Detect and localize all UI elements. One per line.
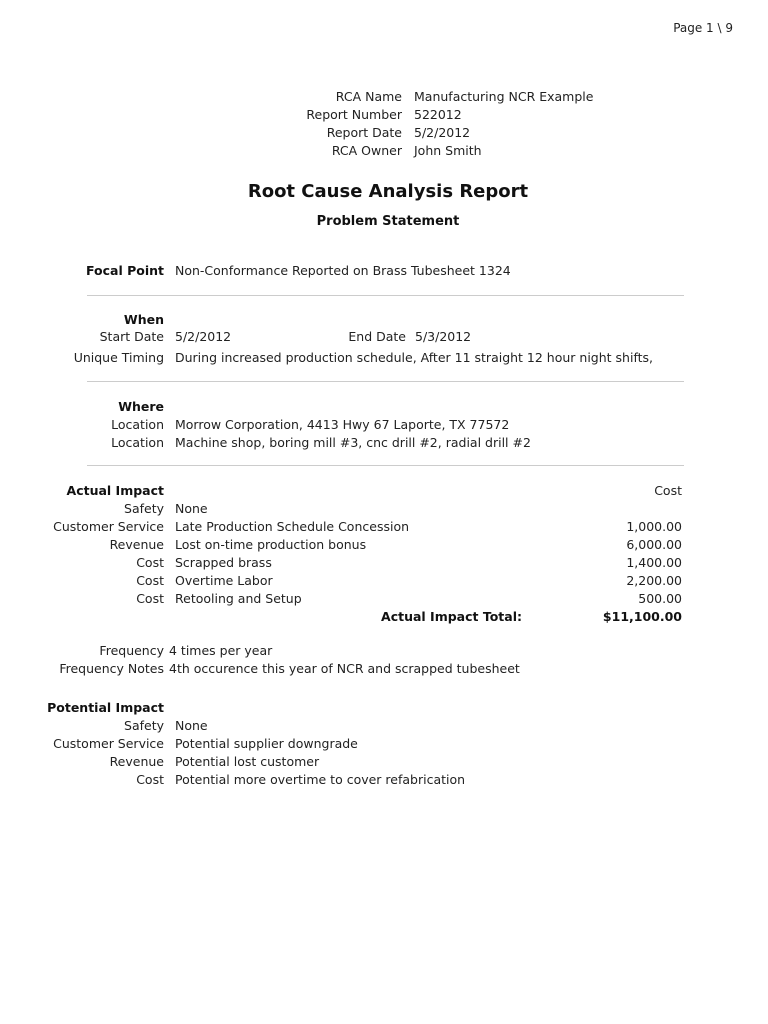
focal-point-value: Non-Conformance Reported on Brass Tubesheet 1324 bbox=[175, 263, 511, 278]
impact-category: Cost bbox=[136, 591, 164, 606]
frequency-notes-row bbox=[0, 660, 768, 678]
impact-description: Lost on-time production bonus bbox=[175, 537, 367, 552]
potential-impact-description: Potential lost customer bbox=[175, 754, 320, 769]
unique-timing-value: During increased production schedule, After 11 straight 12 hour night shifts, bbox=[175, 350, 654, 365]
unique-timing-label: Unique Timing bbox=[73, 350, 164, 365]
potential-impact-category: Cost bbox=[136, 772, 164, 787]
cost-column-header: Cost bbox=[654, 483, 682, 498]
location-value: Morrow Corporation, 4413 Hwy 67 Laporte, TX 77572 bbox=[175, 417, 510, 432]
impact-total-row bbox=[0, 608, 768, 626]
potential-impact-row bbox=[0, 717, 768, 735]
when-heading: When bbox=[123, 312, 164, 327]
potential-impact-heading-row bbox=[0, 699, 768, 717]
meta-row-report-date bbox=[0, 124, 768, 142]
divider bbox=[87, 381, 684, 382]
impact-description: Overtime Labor bbox=[175, 573, 273, 588]
impact-category: Safety bbox=[124, 501, 164, 516]
potential-impact-category: Safety bbox=[124, 718, 164, 733]
focal-point-row bbox=[0, 262, 768, 280]
impact-description: Late Production Schedule Concession bbox=[175, 519, 410, 534]
actual-impact-heading-row bbox=[0, 482, 768, 500]
meta-row-rca-name bbox=[0, 88, 768, 106]
section-title: Problem Statement bbox=[316, 214, 460, 229]
impact-cost: 500.00 bbox=[638, 591, 682, 606]
impact-total-label: Actual Impact Total: bbox=[381, 609, 522, 624]
meta-value: John Smith bbox=[414, 143, 482, 158]
impact-description: None bbox=[175, 501, 208, 516]
frequency-value: 4 times per year bbox=[169, 643, 273, 658]
meta-row-report-number bbox=[0, 106, 768, 124]
location-value: Machine shop, boring mill #3, cnc drill #2, radial drill #2 bbox=[175, 435, 531, 450]
impact-category: Customer Service bbox=[53, 519, 164, 534]
start-date-label: Start Date bbox=[99, 329, 164, 344]
potential-impact-row bbox=[0, 735, 768, 753]
where-heading: Where bbox=[118, 399, 164, 414]
impact-category: Revenue bbox=[109, 537, 164, 552]
date-row bbox=[0, 328, 768, 346]
location-row bbox=[0, 434, 768, 452]
when-heading-row bbox=[0, 311, 768, 329]
location-row bbox=[0, 416, 768, 434]
potential-impact-description: Potential supplier downgrade bbox=[175, 736, 358, 751]
start-date-value: 5/2/2012 bbox=[175, 329, 232, 344]
actual-impact-heading: Actual Impact bbox=[66, 483, 164, 498]
end-date-label: End Date bbox=[348, 329, 406, 344]
impact-total-value: $11,100.00 bbox=[602, 609, 682, 624]
potential-impact-description: Potential more overtime to cover refabrication bbox=[175, 772, 466, 787]
potential-impact-description: None bbox=[175, 718, 208, 733]
impact-row bbox=[0, 500, 768, 518]
frequency-notes-value: 4th occurence this year of NCR and scrapped tubesheet bbox=[169, 661, 520, 676]
impact-cost: 6,000.00 bbox=[626, 537, 682, 552]
meta-label: Report Number bbox=[306, 107, 402, 122]
potential-impact-row bbox=[0, 753, 768, 771]
potential-impact-category: Revenue bbox=[109, 754, 164, 769]
frequency-label: Frequency bbox=[99, 643, 164, 658]
meta-value: 5/2/2012 bbox=[414, 125, 471, 140]
meta-value: Manufacturing NCR Example bbox=[414, 89, 594, 104]
potential-impact-heading: Potential Impact bbox=[47, 700, 164, 715]
frequency-notes-label: Frequency Notes bbox=[59, 661, 164, 676]
location-label: Location bbox=[111, 417, 164, 432]
meta-label: Report Date bbox=[326, 125, 402, 140]
impact-row bbox=[0, 590, 768, 608]
impact-row bbox=[0, 518, 768, 536]
impact-category: Cost bbox=[136, 555, 164, 570]
impact-description: Retooling and Setup bbox=[175, 591, 302, 606]
meta-row-rca-owner bbox=[0, 142, 768, 160]
report-title: Root Cause Analysis Report bbox=[247, 181, 529, 202]
focal-point-label: Focal Point bbox=[85, 263, 164, 278]
impact-row bbox=[0, 572, 768, 590]
impact-row bbox=[0, 536, 768, 554]
impact-cost: 2,200.00 bbox=[626, 573, 682, 588]
unique-timing-row bbox=[0, 349, 768, 367]
impact-cost: 1,000.00 bbox=[626, 519, 682, 534]
meta-label: RCA Name bbox=[335, 89, 402, 104]
impact-row bbox=[0, 554, 768, 572]
potential-impact-row bbox=[0, 771, 768, 789]
meta-value: 522012 bbox=[414, 107, 462, 122]
impact-description: Scrapped brass bbox=[175, 555, 272, 570]
divider bbox=[87, 295, 684, 296]
report-metadata bbox=[0, 88, 768, 160]
potential-impact-category: Customer Service bbox=[53, 736, 164, 751]
where-heading-row bbox=[0, 398, 768, 416]
impact-category: Cost bbox=[136, 573, 164, 588]
impact-cost: 1,400.00 bbox=[626, 555, 682, 570]
location-label: Location bbox=[111, 435, 164, 450]
meta-label: RCA Owner bbox=[331, 143, 402, 158]
page-indicator: Page 1 \ 9 bbox=[673, 21, 733, 35]
end-date-value: 5/3/2012 bbox=[415, 329, 472, 344]
frequency-row bbox=[0, 642, 768, 660]
divider bbox=[87, 465, 684, 466]
